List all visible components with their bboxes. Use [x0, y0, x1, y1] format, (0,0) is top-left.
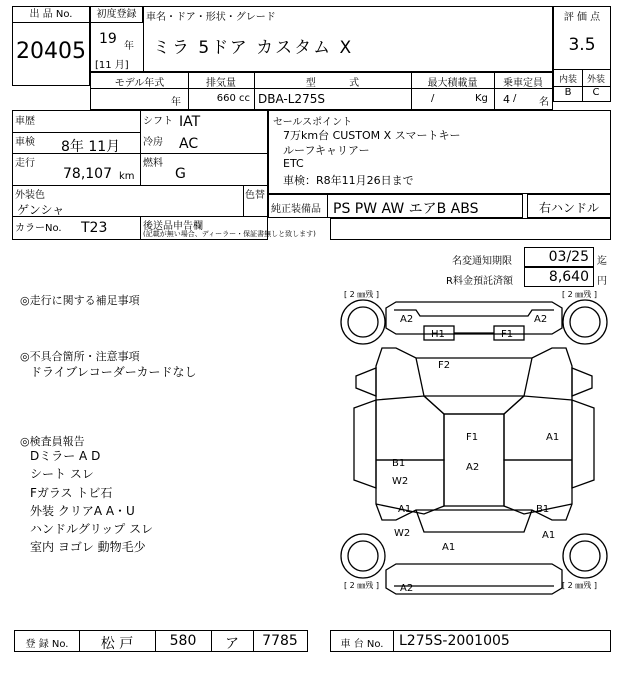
mark-door-front-l: B1: [392, 458, 406, 469]
inspector-line-6: 室内 ヨゴレ 動物毛少: [30, 540, 146, 554]
aftermarket-label: 後送品申告欄: [143, 221, 203, 232]
tire-label-tr: [ 2 ㎜残 ]: [562, 290, 597, 299]
interior-grade: B: [564, 87, 572, 98]
recycle-box: [524, 267, 594, 287]
name-label: 車名・ドア・形状・グレード: [146, 12, 276, 23]
sales-line-2: ルーフキャリアー: [283, 144, 370, 157]
notice-label: 名変通知期限: [452, 256, 512, 267]
recycle-label: R料金預託済額: [446, 276, 513, 287]
mark-door-rear-r: B1: [536, 504, 550, 515]
lot-box: [12, 6, 90, 86]
spec-row: [90, 72, 553, 110]
mileage-label: 走行: [15, 158, 35, 169]
score-block: [553, 6, 611, 102]
reg-no-label: 登 録 No.: [25, 639, 69, 650]
car-diagram: [336, 288, 612, 610]
equipment-items: PS PW AW エアB ABS: [333, 201, 479, 217]
tire-label-br: [ 2 ㎜残 ]: [562, 581, 597, 590]
history-label: 車歴: [15, 116, 35, 127]
score-value: 3.5: [568, 35, 596, 55]
model-year-label: モデル年式: [114, 78, 165, 89]
inspector-label: ◎検査員報告: [20, 435, 85, 448]
load-unit: Kg: [475, 93, 488, 104]
car-name: ミラ 5ドア カスタム X: [153, 38, 354, 58]
color-no-value: T23: [81, 220, 108, 236]
sales-line-3: ETC: [283, 157, 304, 170]
inspector-line-2: シート スレ: [30, 467, 94, 481]
inspector-line-5: ハンドルグリップ スレ: [30, 522, 154, 536]
tire-label-bl: [ 2 ㎜残 ]: [344, 581, 379, 590]
color-value: ゲンシャ: [17, 203, 65, 217]
reg-city: 松 戸: [100, 636, 134, 652]
capacity: 4: [503, 93, 510, 106]
displacement-label: 排気量: [206, 78, 236, 89]
chassis-number: L275S-2001005: [399, 633, 510, 649]
score-label: 評 価 点: [563, 12, 601, 23]
capacity-label: 乗車定員: [503, 78, 543, 89]
model-year-unit: 年: [171, 97, 181, 108]
chassis-label: 車 台 No.: [340, 639, 384, 650]
sales-point-label: セールスポイント: [273, 117, 353, 128]
car-name-block: [90, 6, 553, 72]
handle-box: [527, 194, 611, 218]
mark-headlight-l: H1: [431, 329, 445, 340]
mark-front-bumper: A2: [400, 314, 414, 325]
inspection-value: 8年 11月: [61, 139, 121, 155]
reg-divider: [143, 7, 144, 71]
fuel-value: G: [175, 166, 186, 182]
mark-door-front-l2: W2: [392, 476, 409, 487]
shift-label: シフト: [143, 116, 173, 127]
reg-month: [11 月]: [95, 60, 129, 71]
driving-label: ◎走行に関する補足事項: [20, 294, 140, 307]
reg-label: 初度登録: [91, 7, 143, 23]
mark-door-rear-l: A1: [398, 504, 412, 515]
displacement: 660 cc: [216, 93, 250, 104]
mark-windshield: F1: [466, 432, 479, 443]
ac-label: 冷房: [143, 137, 163, 148]
notice-value: 03/25: [548, 249, 589, 265]
model-code: DBA-L275S: [258, 92, 325, 106]
mark-rear-bumper: A2: [400, 583, 414, 594]
mileage-value: 78,107: [63, 166, 112, 182]
notice-box: [524, 247, 594, 267]
lot-number: 20405: [16, 39, 86, 64]
lot-label: 出 品 No.: [13, 7, 89, 23]
aftermarket-note: (記載が無い場合、ディーラー・保証書無しと致します): [143, 230, 316, 238]
load-sep: /: [431, 93, 435, 104]
year-unit: 年: [124, 41, 134, 52]
ac-value: AC: [179, 136, 199, 152]
capacity-sep: /: [513, 93, 517, 104]
sales-line-1: 7万km台 CUSTOM X スマートキー: [283, 129, 461, 142]
load-label: 最大積載量: [427, 78, 478, 89]
mark-roof: A2: [466, 462, 480, 473]
inspector-line-3: Fガラス トビ石: [30, 486, 113, 500]
exterior-grade: C: [592, 87, 600, 98]
mark-headlight-r: F1: [501, 329, 514, 340]
mark-trunk: A1: [442, 542, 456, 553]
type-label: 型 式: [305, 78, 360, 89]
reg-number-box: [14, 630, 308, 652]
reg-class: 580: [169, 633, 197, 649]
mileage-unit: km: [119, 171, 135, 182]
equipment-label: 純正装備品: [271, 204, 321, 215]
mark-fender-r: A1: [546, 432, 560, 443]
defect-text: ドライブレコーダーカードなし: [30, 365, 197, 379]
handle-value: 右ハンドル: [538, 201, 599, 215]
notice-suffix: 迄: [597, 256, 607, 267]
recycle-suffix: 円: [597, 276, 607, 287]
interior-label: 内装: [558, 75, 577, 85]
blank-equipment-box: [330, 218, 611, 240]
mark-door-rear-r2: A1: [542, 530, 556, 541]
tire-label-tl: [ 2 ㎜残 ]: [344, 290, 379, 299]
reg-year: 19: [99, 31, 117, 47]
fuel-label: 燃料: [143, 158, 163, 169]
roof-shape: [444, 414, 504, 506]
inspector-line-4: 外装 クリアA A・U: [30, 504, 135, 518]
inspection-label: 車検: [15, 137, 35, 148]
mark-hood: F2: [438, 360, 451, 371]
inspector-line-1: Dミラー A D: [30, 449, 101, 463]
shift-value: IAT: [179, 114, 201, 130]
mark-door-rear-l2: W2: [394, 528, 411, 539]
defect-label: ◎不具合箇所・注意事項: [20, 350, 140, 363]
chassis-box: [330, 630, 611, 652]
mark-front-bumper-r: A2: [534, 314, 548, 325]
equipment-box: [268, 194, 523, 218]
reg-kana: ア: [225, 636, 239, 652]
sales-line-4: 車検：R8年11月26日まで: [283, 174, 414, 187]
color-label: 外装色: [15, 190, 45, 201]
sales-point-box: [268, 110, 611, 194]
color-no-label: カラーNo.: [15, 223, 62, 234]
capacity-unit: 名: [539, 97, 549, 108]
reg-number: 7785: [262, 633, 298, 649]
exterior-label: 外装: [586, 75, 605, 85]
recycle-value: 8,640: [548, 269, 589, 285]
color-change-label: 色替: [245, 190, 265, 201]
